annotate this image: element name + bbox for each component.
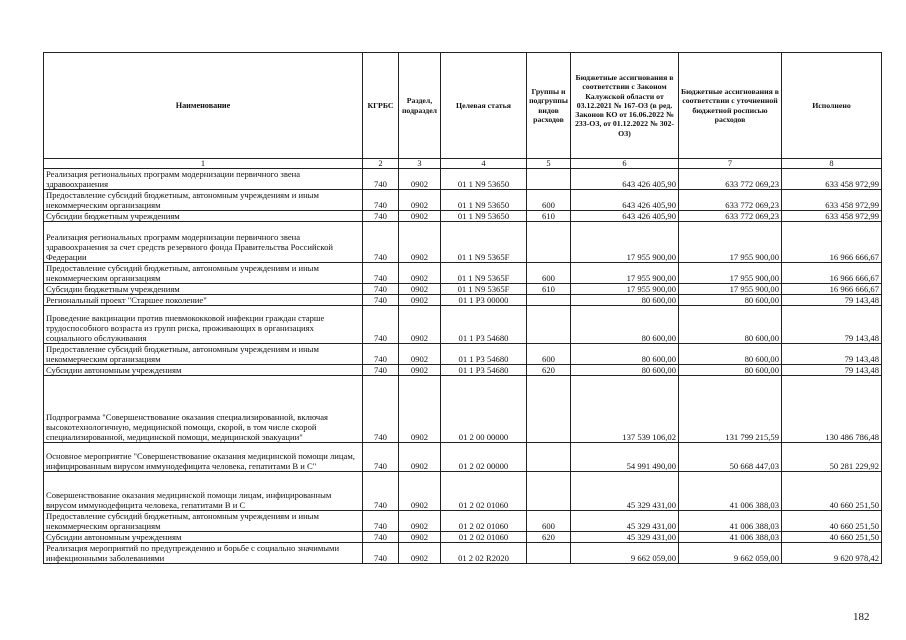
cell-kgrbs: 740 — [363, 511, 399, 532]
cell-section: 0902 — [399, 443, 441, 472]
table-row — [44, 532, 882, 543]
cell-kgrbs: 740 — [363, 376, 399, 443]
table-row — [44, 306, 882, 344]
header-group: Группы и подгруппы видов расходов — [527, 53, 571, 159]
table-row — [44, 443, 882, 472]
cell-target: 01 2 02 01060 — [441, 472, 527, 511]
cell-kgrbs: 740 — [363, 532, 399, 543]
cell-refined: 80 600,00 — [679, 365, 782, 376]
cell-section: 0902 — [399, 169, 441, 190]
table-row — [44, 284, 882, 295]
cell-kgrbs: 740 — [363, 222, 399, 263]
table-row — [44, 365, 882, 376]
cell-executed: 40 660 251,50 — [782, 472, 882, 511]
cell-group: 600 — [527, 263, 571, 284]
column-number: 2 — [363, 159, 399, 169]
cell-kgrbs: 740 — [363, 284, 399, 295]
cell-name: Реализация мероприятий по предупреждению и борьбе с социально значимыми инфекционными заболеваниями — [44, 543, 363, 564]
cell-group — [527, 472, 571, 511]
cell-refined: 41 006 388,03 — [679, 511, 782, 532]
cell-section: 0902 — [399, 263, 441, 284]
cell-group: 610 — [527, 211, 571, 222]
cell-name: Предоставление субсидий бюджетным, автономным учреждениям и иным некоммерческим организациям — [44, 511, 363, 532]
cell-refined: 41 006 388,03 — [679, 472, 782, 511]
cell-assigned: 643 426 405,90 — [571, 190, 679, 211]
cell-target: 01 1 N9 53650 — [441, 190, 527, 211]
table-row — [44, 211, 882, 222]
cell-group: 600 — [527, 511, 571, 532]
cell-assigned: 45 329 431,00 — [571, 532, 679, 543]
cell-refined: 17 955 900,00 — [679, 284, 782, 295]
cell-target: 01 1 P3 54680 — [441, 365, 527, 376]
cell-name: Предоставление субсидий бюджетным, автономным учреждениям и иным некоммерческим организациям — [44, 344, 363, 365]
cell-target: 01 1 N9 5365F — [441, 222, 527, 263]
cell-group: 610 — [527, 284, 571, 295]
cell-target: 01 2 02 01060 — [441, 511, 527, 532]
table-row — [44, 344, 882, 365]
cell-target: 01 1 N9 53650 — [441, 169, 527, 190]
cell-executed: 79 143,48 — [782, 295, 882, 306]
column-number: 4 — [441, 159, 527, 169]
cell-section: 0902 — [399, 295, 441, 306]
header-row — [44, 53, 882, 159]
cell-group — [527, 295, 571, 306]
cell-target: 01 2 02 R2020 — [441, 543, 527, 564]
header-kgrbs: КГРБС — [363, 53, 399, 159]
cell-executed: 16 966 666,67 — [782, 222, 882, 263]
cell-target: 01 2 00 00000 — [441, 376, 527, 443]
cell-kgrbs: 740 — [363, 306, 399, 344]
cell-assigned: 80 600,00 — [571, 295, 679, 306]
page-number: 182 — [853, 611, 870, 623]
cell-assigned: 9 662 059,00 — [571, 543, 679, 564]
table-row — [44, 263, 882, 284]
cell-refined: 633 772 069,23 — [679, 169, 782, 190]
cell-kgrbs: 740 — [363, 211, 399, 222]
cell-section: 0902 — [399, 190, 441, 211]
cell-target: 01 2 02 01060 — [441, 532, 527, 543]
table-row — [44, 376, 882, 443]
cell-kgrbs: 740 — [363, 295, 399, 306]
header-refined: Бюджетные ассигнования в соответствии с уточненной бюджетной росписью расходов — [679, 53, 782, 159]
cell-name: Субсидии автономным учреждениям — [44, 365, 363, 376]
cell-group — [527, 543, 571, 564]
cell-name: Предоставление субсидий бюджетным, автономным учреждениям и иным некоммерческим организациям — [44, 190, 363, 211]
cell-target: 01 1 N9 5365F — [441, 263, 527, 284]
cell-target: 01 2 02 00000 — [441, 443, 527, 472]
cell-refined: 50 668 447,03 — [679, 443, 782, 472]
cell-assigned: 45 329 431,00 — [571, 511, 679, 532]
cell-kgrbs: 740 — [363, 543, 399, 564]
cell-target: 01 1 P3 54680 — [441, 344, 527, 365]
cell-refined: 41 006 388,03 — [679, 532, 782, 543]
cell-target: 01 1 N9 53650 — [441, 211, 527, 222]
header-name: Наименование — [44, 53, 363, 159]
cell-section: 0902 — [399, 543, 441, 564]
column-number: 1 — [44, 159, 363, 169]
cell-executed: 9 620 978,42 — [782, 543, 882, 564]
cell-kgrbs: 740 — [363, 365, 399, 376]
column-number: 5 — [527, 159, 571, 169]
budget-table — [43, 52, 882, 564]
header-assigned: Бюджетные ассигнования в соответствии с Законом Калужской области от 03.12.2021 № 167-ОЗ (в ред. Законов КО от 16.06.2022 № 233-ОЗ, от 01.12.2022 № 302-ОЗ) — [571, 53, 679, 159]
cell-kgrbs: 740 — [363, 443, 399, 472]
cell-section: 0902 — [399, 284, 441, 295]
cell-assigned: 45 329 431,00 — [571, 472, 679, 511]
cell-refined: 17 955 900,00 — [679, 222, 782, 263]
table-row — [44, 511, 882, 532]
cell-name: Субсидии бюджетным учреждениям — [44, 284, 363, 295]
cell-executed: 633 458 972,99 — [782, 169, 882, 190]
cell-executed: 16 966 666,67 — [782, 263, 882, 284]
cell-assigned: 80 600,00 — [571, 306, 679, 344]
cell-section: 0902 — [399, 376, 441, 443]
cell-executed: 79 143,48 — [782, 344, 882, 365]
cell-executed: 633 458 972,99 — [782, 190, 882, 211]
table-row — [44, 169, 882, 190]
cell-executed: 16 966 666,67 — [782, 284, 882, 295]
cell-name: Совершенствование оказания медицинской помощи лицам, инфицированным вирусом иммунодефицита человека, гепатитами В и С — [44, 472, 363, 511]
cell-assigned: 137 539 106,02 — [571, 376, 679, 443]
cell-kgrbs: 740 — [363, 169, 399, 190]
column-number: 3 — [399, 159, 441, 169]
cell-name: Подпрограмма "Совершенствование оказания специализированной, включая высокотехнологичную, медицинской помощи, скорой, в том числе скорой специализированной, медицинской помощи, медицинской эвакуации" — [44, 376, 363, 443]
cell-assigned: 54 991 490,00 — [571, 443, 679, 472]
cell-executed: 50 281 229,92 — [782, 443, 882, 472]
column-number: 6 — [571, 159, 679, 169]
cell-assigned: 643 426 405,90 — [571, 211, 679, 222]
cell-name: Основное мероприятие "Совершенствование оказания медицинской помощи лицам, инфицированным вирусом иммунодефицита человека, гепатитами В и С" — [44, 443, 363, 472]
cell-name: Предоставление субсидий бюджетным, автономным учреждениям и иным некоммерческим организациям — [44, 263, 363, 284]
cell-executed: 633 458 972,99 — [782, 211, 882, 222]
cell-section: 0902 — [399, 365, 441, 376]
cell-section: 0902 — [399, 472, 441, 511]
cell-group: 620 — [527, 532, 571, 543]
cell-name: Реализация региональных программ модернизации первичного звена здравоохранения — [44, 169, 363, 190]
cell-group — [527, 443, 571, 472]
cell-assigned: 643 426 405,90 — [571, 169, 679, 190]
cell-section: 0902 — [399, 532, 441, 543]
cell-assigned: 17 955 900,00 — [571, 284, 679, 295]
cell-assigned: 17 955 900,00 — [571, 222, 679, 263]
cell-executed: 40 660 251,50 — [782, 511, 882, 532]
column-number: 7 — [679, 159, 782, 169]
cell-target: 01 1 P3 00000 — [441, 295, 527, 306]
cell-refined: 80 600,00 — [679, 295, 782, 306]
cell-group — [527, 222, 571, 263]
cell-group — [527, 306, 571, 344]
table-row — [44, 295, 882, 306]
cell-group: 600 — [527, 344, 571, 365]
cell-name: Субсидии бюджетным учреждениям — [44, 211, 363, 222]
table-row — [44, 472, 882, 511]
cell-refined: 17 955 900,00 — [679, 263, 782, 284]
cell-refined: 131 799 215,59 — [679, 376, 782, 443]
header-executed: Исполнено — [782, 53, 882, 159]
header-target: Целевая статья — [441, 53, 527, 159]
cell-group: 600 — [527, 190, 571, 211]
cell-section: 0902 — [399, 511, 441, 532]
table-row — [44, 190, 882, 211]
cell-section: 0902 — [399, 211, 441, 222]
table-row — [44, 543, 882, 564]
cell-refined: 80 600,00 — [679, 344, 782, 365]
cell-executed: 130 486 786,48 — [782, 376, 882, 443]
cell-group: 620 — [527, 365, 571, 376]
cell-section: 0902 — [399, 222, 441, 263]
cell-executed: 40 660 251,50 — [782, 532, 882, 543]
cell-executed: 79 143,48 — [782, 306, 882, 344]
cell-refined: 633 772 069,23 — [679, 211, 782, 222]
table-row — [44, 222, 882, 263]
cell-assigned: 17 955 900,00 — [571, 263, 679, 284]
cell-assigned: 80 600,00 — [571, 365, 679, 376]
header-section: Раздел, подраздел — [399, 53, 441, 159]
cell-kgrbs: 740 — [363, 472, 399, 511]
cell-name: Субсидии автономным учреждениям — [44, 532, 363, 543]
cell-section: 0902 — [399, 344, 441, 365]
cell-refined: 80 600,00 — [679, 306, 782, 344]
cell-target: 01 1 P3 54680 — [441, 306, 527, 344]
cell-kgrbs: 740 — [363, 190, 399, 211]
cell-name: Проведение вакцинации против пневмококковой инфекции граждан старше трудоспособного возраста из групп риска, проживающих в организациях социального обслуживания — [44, 306, 363, 344]
cell-refined: 633 772 069,23 — [679, 190, 782, 211]
cell-group — [527, 376, 571, 443]
table-body — [44, 169, 882, 564]
column-number: 8 — [782, 159, 882, 169]
cell-name: Региональный проект "Старшее поколение" — [44, 295, 363, 306]
cell-group — [527, 169, 571, 190]
cell-refined: 9 662 059,00 — [679, 543, 782, 564]
cell-kgrbs: 740 — [363, 263, 399, 284]
cell-kgrbs: 740 — [363, 344, 399, 365]
cell-section: 0902 — [399, 306, 441, 344]
cell-executed: 79 143,48 — [782, 365, 882, 376]
cell-assigned: 80 600,00 — [571, 344, 679, 365]
column-number-row — [44, 159, 882, 169]
cell-name: Реализация региональных программ модернизации первичного звена здравоохранения за счет средств резервного фонда Правительства Российской Федерации — [44, 222, 363, 263]
cell-target: 01 1 N9 5365F — [441, 284, 527, 295]
